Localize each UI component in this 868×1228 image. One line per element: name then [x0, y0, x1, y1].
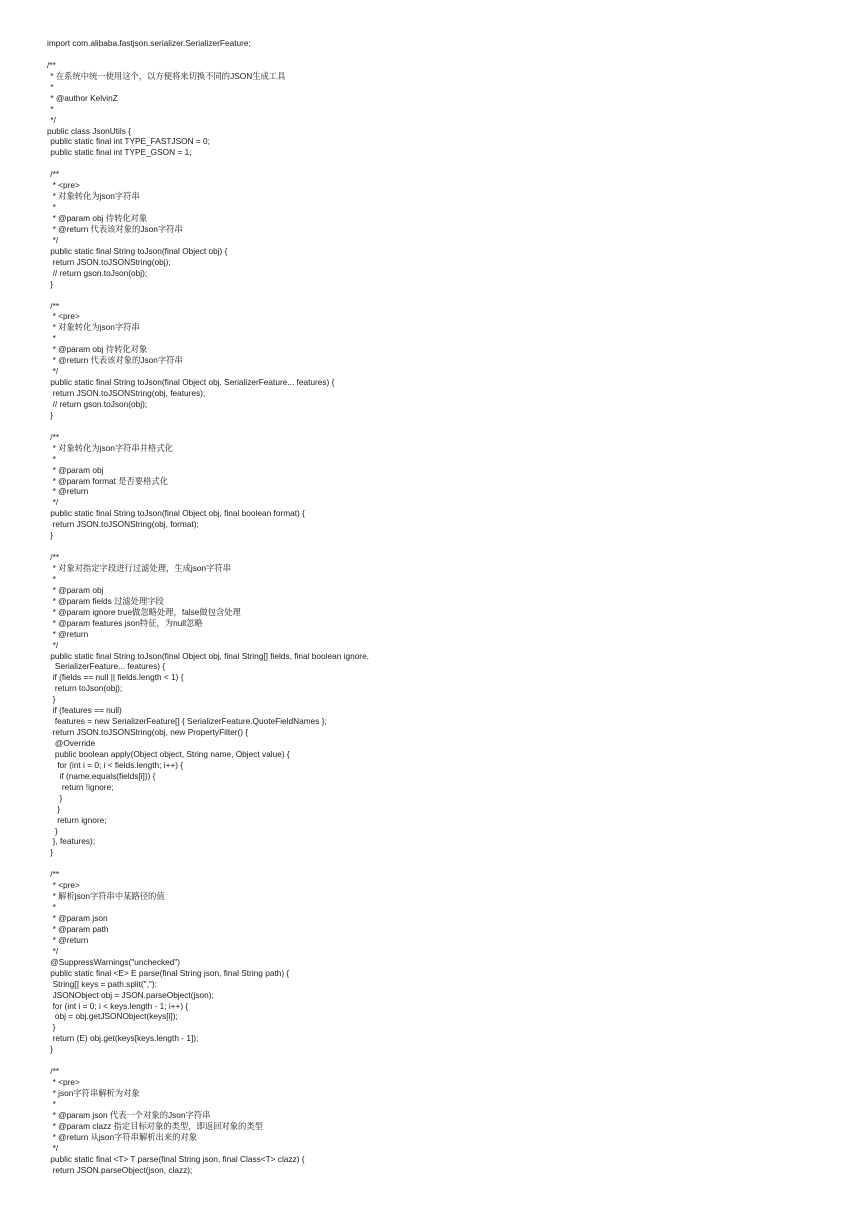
code-line: /**	[48, 169, 60, 180]
code-line: * @param path	[48, 923, 109, 934]
code-line: * @param obj	[48, 464, 104, 475]
code-line: public static final String toJson(final Object obj, final String[] fields, final boolean ignore,	[48, 650, 369, 661]
code-line: * @return 代表该对象的Json字符串	[48, 223, 183, 234]
code-line: */	[48, 366, 59, 377]
code-line: public class JsonUtils {	[47, 125, 131, 136]
code-line: String[] keys = path.split(",");	[48, 978, 157, 989]
code-line: return JSON.toJSONString(obj, features);	[48, 388, 206, 398]
code-line	[0, 1055, 868, 1066]
code-line: JSONObject obj = JSON.parseObject(json);	[48, 989, 214, 1000]
code-line: for (int i = 0; i < keys.length - 1; i++) {	[48, 1000, 189, 1011]
code-line: return JSON.toJSONString(obj);	[48, 256, 171, 267]
code-line	[0, 421, 868, 432]
code-line: */	[48, 945, 59, 956]
code-line: }	[48, 847, 54, 858]
code-line: * @param clazz 指定目标对象的类型，即返回对象的类型	[48, 1120, 263, 1131]
code-line: * @param obj 待转化对象	[48, 213, 148, 223]
code-line	[0, 290, 868, 301]
code-line: if (fields == null || fields.length < 1) {	[48, 672, 184, 683]
code-line: return ignore;	[48, 814, 107, 825]
code-line: * 对象对指定字段进行过滤处理，生成json字符串	[48, 563, 232, 573]
code-line: @SuppressWarnings("unchecked")	[48, 956, 181, 967]
code-line: * @param features json特征，为null忽略	[48, 617, 203, 628]
code-line: * 对象转化为json字符串	[48, 191, 140, 202]
code-line: public static final int TYPE_FASTJSON = 0;	[48, 136, 210, 147]
code-line: *	[48, 103, 54, 114]
code-line: if (features == null)	[48, 705, 122, 716]
code-line: }	[48, 409, 54, 420]
code-line: */	[48, 1142, 59, 1153]
code-line: * @param format 是否要格式化	[48, 475, 168, 486]
code-line: * @param ignore true做忽略处理，false做包含处理	[48, 606, 241, 617]
code-line: SerializerFeature... features) {	[48, 661, 166, 672]
code-line: * @return	[48, 628, 89, 639]
code-line: * @return 从json字符串解析出来的对象	[48, 1131, 198, 1142]
code-line: return (E) obj.get(keys[keys.length - 1]);	[48, 1033, 199, 1044]
code-line: public static final <E> E parse(final String json, final String path) {	[48, 967, 290, 978]
code-line: obj = obj.getJSONObject(keys[i]);	[48, 1011, 178, 1022]
code-line: }	[48, 530, 54, 541]
code-line: * @author KelvinZ	[48, 92, 118, 103]
code-line: * @param obj 待转化对象	[48, 344, 148, 355]
code-line: /**	[48, 552, 60, 563]
code-line: * <pre>	[48, 880, 80, 891]
code-line: */	[48, 114, 56, 125]
code-line: */	[48, 497, 59, 508]
code-line: public static final String toJson(final Object obj) {	[48, 245, 228, 256]
code-line: features = new SerializerFeature[] { SerializerFeature.QuoteFieldNames };	[48, 716, 327, 727]
code-line: /**	[47, 59, 56, 70]
code-line: *	[48, 573, 56, 584]
code-line: * <pre>	[48, 311, 80, 322]
code-line: *	[48, 81, 54, 92]
code-line	[0, 49, 868, 60]
code-line: }	[48, 803, 60, 814]
code-line: return !ignore;	[48, 781, 114, 792]
code-line: public static final String toJson(final Object obj, final boolean format) {	[48, 508, 305, 519]
code-line: public static final String toJson(final Object obj, SerializerFeature... features) {	[48, 377, 335, 388]
code-document	[0, 38, 868, 1176]
code-line: * 对象转化为json字符串并格式化	[48, 442, 173, 453]
code-line: }	[48, 1044, 54, 1055]
code-line: * <pre>	[48, 1077, 80, 1088]
code-line	[0, 541, 868, 552]
code-line: *	[48, 202, 56, 213]
code-line: * 在系统中统一使用这个，以方便将来切换不同的JSON生成工具	[48, 70, 286, 81]
code-line: * @param obj	[48, 584, 104, 595]
code-line: }	[48, 1022, 56, 1033]
code-line: * json字符串解析为对象	[48, 1088, 140, 1098]
code-line: */	[48, 639, 59, 650]
code-line: *	[48, 902, 56, 913]
code-line: * @return	[48, 934, 89, 945]
code-line: }	[48, 694, 56, 705]
code-line: import com.alibaba.fastjson.serializer.SerializerFeature;	[47, 38, 251, 48]
code-line: * <pre>	[48, 180, 80, 191]
code-line: }	[48, 278, 54, 289]
code-line: * @param fields 过滤处理字段	[48, 595, 164, 606]
code-line: // return gson.toJson(obj);	[48, 267, 148, 278]
code-line: /**	[48, 1066, 60, 1077]
code-line: // return gson.toJson(obj);	[48, 398, 148, 409]
code-line: /**	[48, 431, 60, 442]
code-line: * 解析json字符串中某路径的值	[48, 891, 165, 902]
code-line: return JSON.toJSONString(obj, format);	[48, 519, 199, 530]
code-line: * @return	[48, 486, 89, 497]
code-line: public boolean apply(Object object, String name, Object value) {	[48, 748, 290, 759]
code-line: *	[48, 333, 56, 344]
code-line: * 对象转化为json字符串	[48, 322, 140, 333]
code-line	[0, 858, 868, 869]
code-line: * @param json 代表一个对象的Json字符串	[48, 1109, 211, 1120]
code-line: /**	[48, 869, 60, 880]
code-line: return JSON.parseObject(json, clazz);	[48, 1164, 193, 1175]
code-line	[0, 158, 868, 169]
code-line: return JSON.toJSONString(obj, new PropertyFilter() {	[48, 727, 249, 738]
code-line: /**	[48, 300, 60, 311]
code-line: * @return 代表该对象的Json字符串	[48, 355, 183, 366]
code-line: return toJson(obj);	[48, 683, 123, 694]
code-line: * @param json	[48, 913, 108, 923]
code-line: *	[48, 453, 56, 464]
code-line: */	[48, 234, 59, 245]
code-line: public static final int TYPE_GSON = 1;	[48, 147, 192, 158]
code-line: }	[48, 792, 63, 803]
code-line: for (int i = 0; i < fields.length; i++) {	[48, 759, 184, 770]
code-line: }, features);	[48, 836, 96, 847]
code-line: @Override	[48, 738, 96, 748]
code-line: }	[48, 825, 58, 836]
code-line: public static final <T> T parse(final String json, final Class<T> clazz) {	[48, 1153, 305, 1164]
code-line: if (name.equals(fields[i])) {	[48, 770, 156, 781]
code-line: *	[48, 1098, 56, 1109]
